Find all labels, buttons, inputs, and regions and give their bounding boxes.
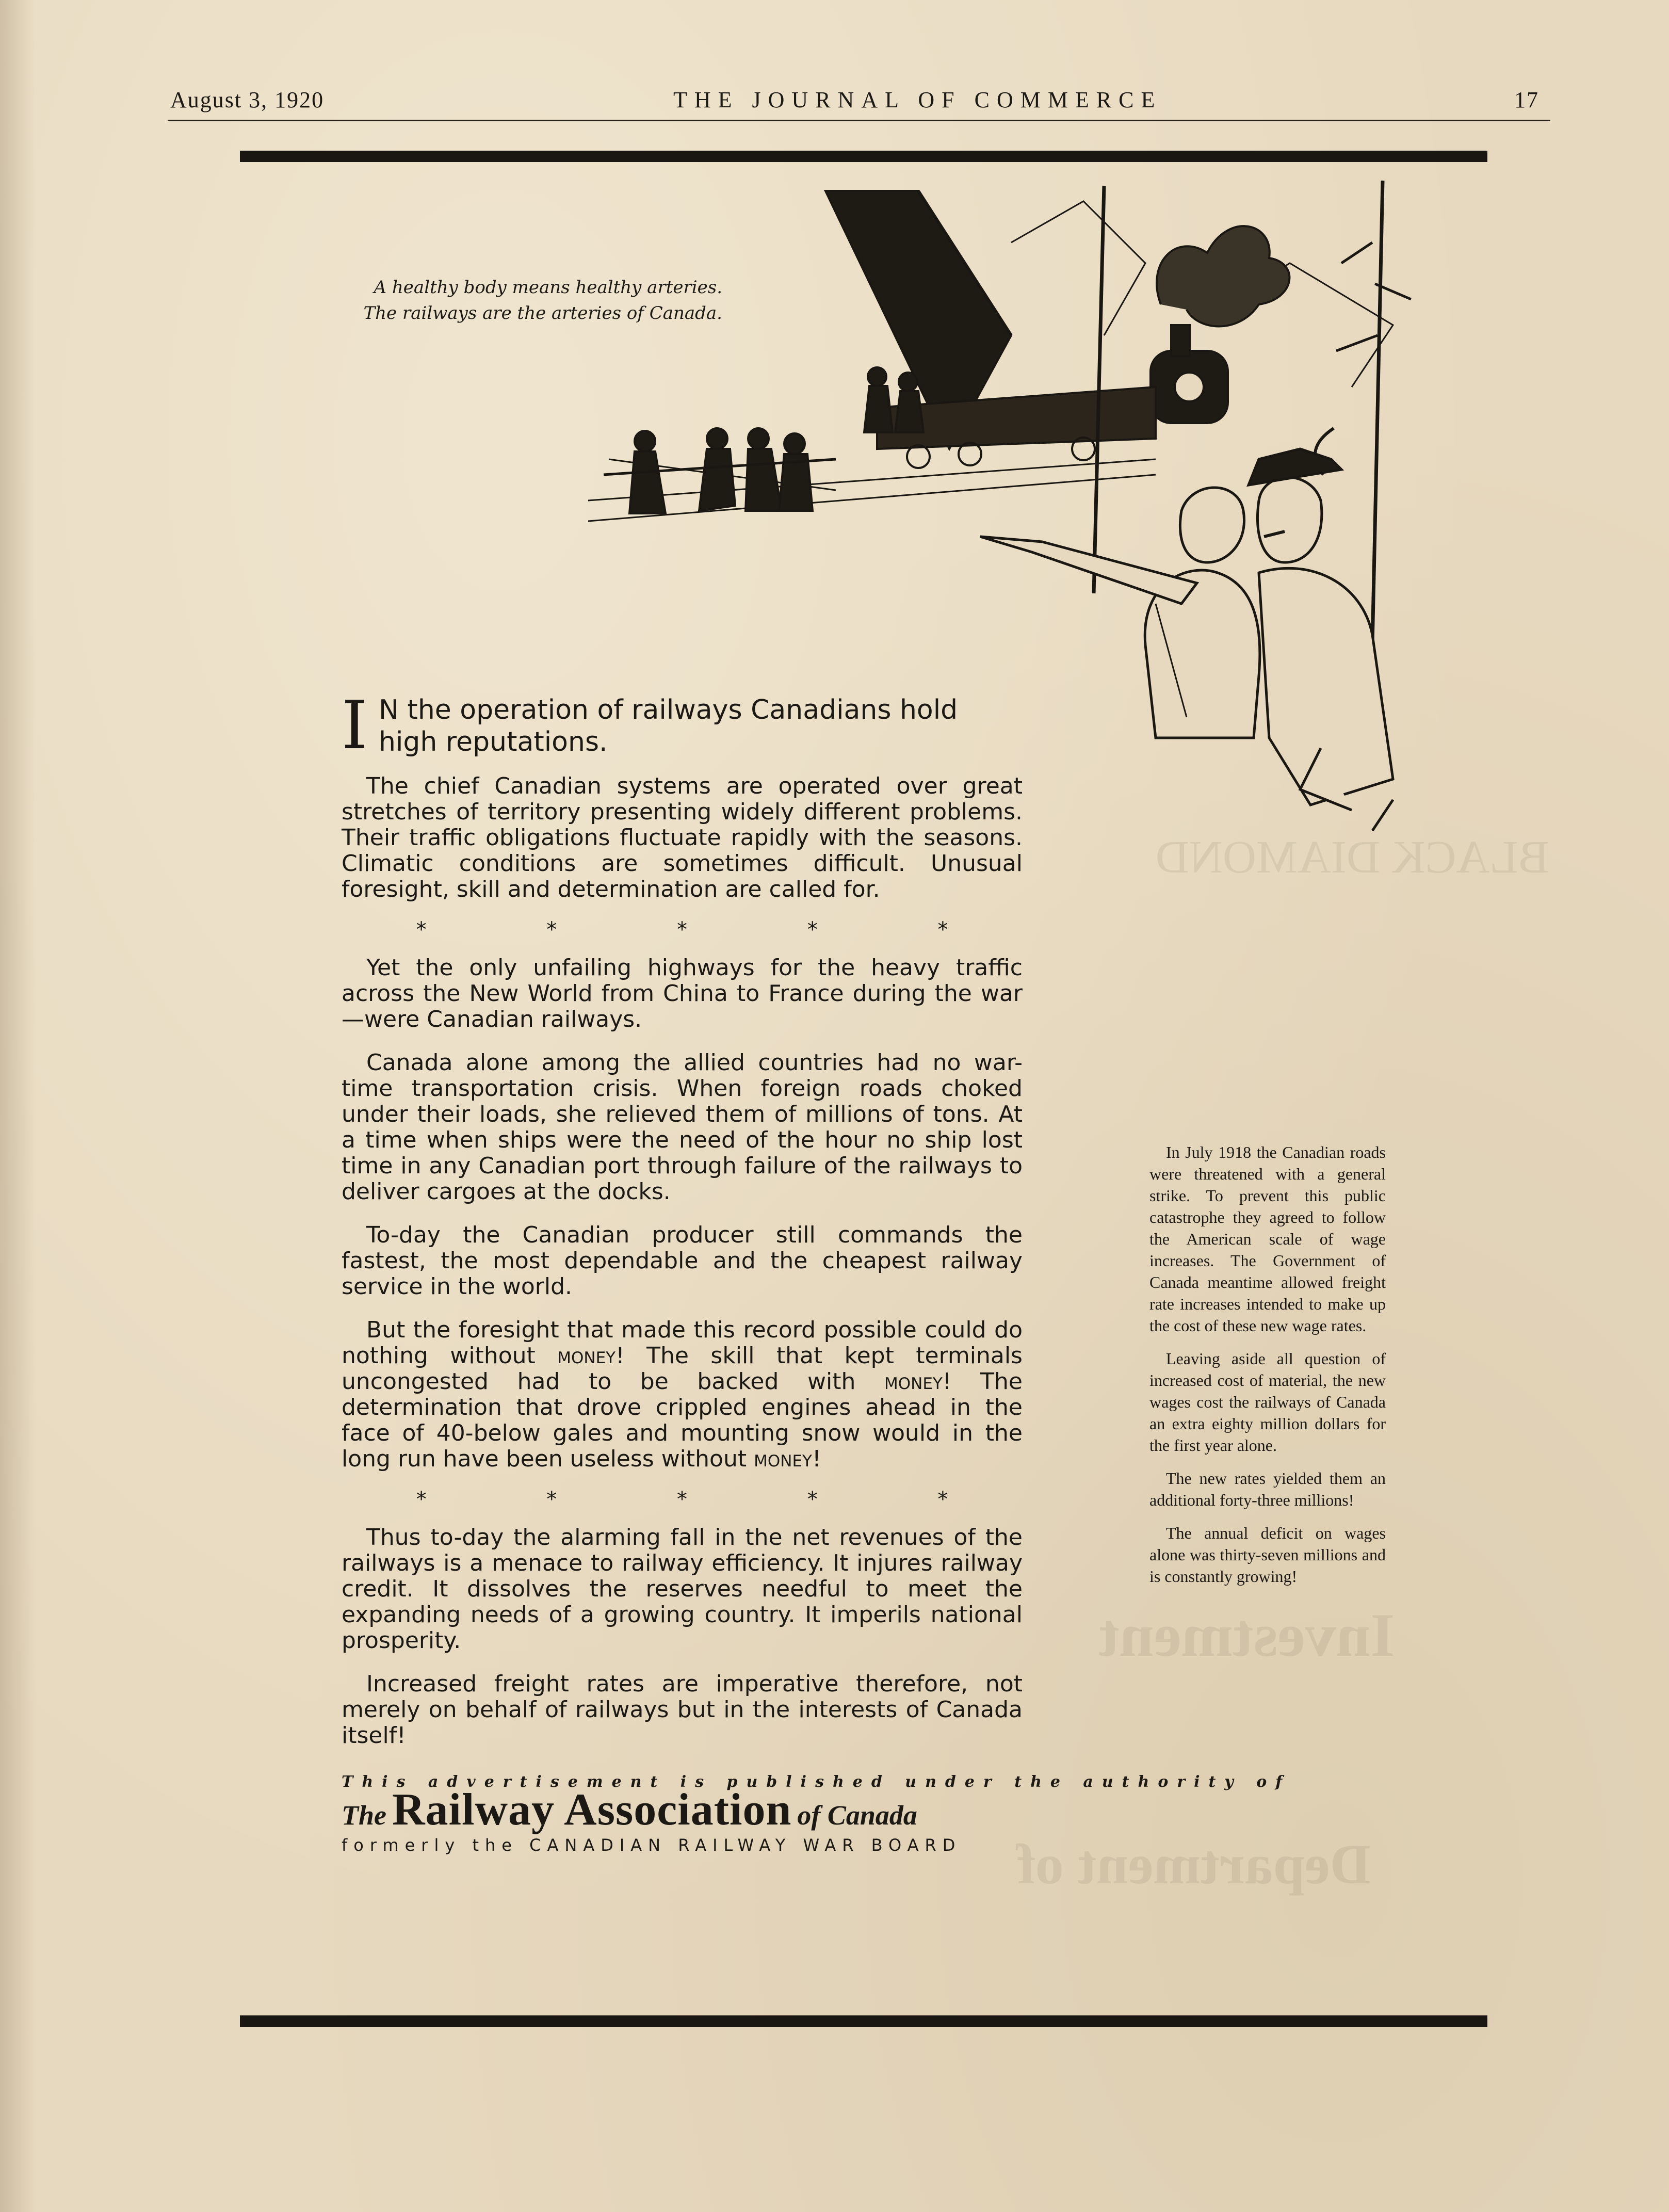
sidebar-paragraph: The new rates yielded them an additional forty-three millions! xyxy=(1149,1469,1386,1509)
sidebar-paragraph: In July 1918 the Canadian roads were threatened with a general strike. To prevent this public catastrophe they agreed to follow the American scale of wage increases. The Government of Canada meantime allowed freight rate increases intended to make up the cost of these new wage rates. xyxy=(1149,1143,1386,1335)
page-number: 17 xyxy=(1514,87,1539,112)
attribution-formerly: formerly the CANADIAN RAILWAY WAR BOARD xyxy=(342,1835,962,1855)
header-rule xyxy=(168,120,1550,121)
text-run: But the foresight that made this record possible could do nothing without xyxy=(342,1317,1023,1369)
body-paragraph: Increased freight rates are imperative therefore, not merely on behalf of railways but in the interests of Canada itself! xyxy=(342,1671,1023,1749)
sidebar-paragraph: Leaving aside all question of increased cost of material, the new wages cost the railways of Canada an extra eighty million dollars for the first year alone. xyxy=(1149,1349,1386,1455)
text-run: The skill that kept terminals uncongested had to be backed with xyxy=(342,1343,1023,1395)
lead-text: N the operation of railways Canadians hold high reputations. xyxy=(379,695,958,757)
text-run: The determination that drove crippled engines ahead in the face of 40-below gales and mounting snow would in the long run have been useless without xyxy=(342,1368,1023,1472)
drop-cap: I xyxy=(342,687,368,764)
section-divider-stars: * * * * * xyxy=(416,918,1005,942)
header-title: THE JOURNAL OF COMMERCE xyxy=(673,87,1162,112)
body-paragraph: Canada alone among the allied countries had no war-time transportation crisis. When foreign roads choked under their loads, she relieved them of millions of tons. At a time when ships were the need of the hour no ship lost time in any Canadian port through failure of the railways to deliver cargoes at the docks. xyxy=(342,1050,1023,1205)
association-of: of Canada xyxy=(797,1800,917,1831)
sidebar-column xyxy=(1149,1141,1386,1599)
lead-paragraph xyxy=(342,687,1023,764)
money-emphasis: money! xyxy=(884,1368,952,1395)
reverse-show-through: BLACK DIAMOND xyxy=(1156,832,1549,883)
association-title: Railway Association xyxy=(392,1785,792,1835)
attribution-line: This advertisement is published under the authority of xyxy=(342,1773,1291,1791)
header-date: August 3, 1920 xyxy=(170,87,325,112)
association-the: The xyxy=(342,1800,386,1831)
body-paragraph: Thus to-day the alarming fall in the net revenues of the railways is a menace to railway efficiency. It injures railway credit. It dissolves the reserves needful to meet the expanding needs of a growing country. It imperils national prosperity. xyxy=(342,1524,1023,1654)
body-paragraph: Yet the only unfailing highways for the heavy traffic across the New World from China to France during the war—were Canadian railways. xyxy=(342,955,1023,1032)
top-border-rule xyxy=(240,151,1487,162)
sidebar-paragraph: The annual deficit on wages alone was thirty-seven millions and is constantly growing! xyxy=(1149,1524,1386,1586)
body-paragraph xyxy=(342,1317,1023,1472)
body-paragraph: To-day the Canadian producer still commands the fastest, the most dependable and the cheapest railway service in the world. xyxy=(342,1222,1023,1300)
reverse-show-through: Investment xyxy=(1099,1601,1395,1669)
caption-line: The railways are the arteries of Canada. xyxy=(363,303,722,324)
reverse-show-through: Department of xyxy=(1016,1833,1371,1896)
bottom-border-rule xyxy=(240,2015,1487,2027)
money-emphasis: money! xyxy=(557,1343,625,1369)
caption-line: A healthy body means healthy arteries. xyxy=(374,277,722,298)
association-name xyxy=(342,1785,1023,1835)
illustration-caption xyxy=(320,275,722,326)
page-fold-shadow xyxy=(0,0,36,2212)
money-emphasis: money! xyxy=(754,1446,821,1472)
body-paragraph: The chief Canadian systems are operated over great stretches of territory presenting widely different problems. Their traffic obligations fluctuate rapidly with the seasons. Climatic conditions are sometimes difficult. Unusual foresight, skill and determination are called for. xyxy=(342,773,1023,902)
section-divider-stars: * * * * * xyxy=(416,1488,1005,1511)
